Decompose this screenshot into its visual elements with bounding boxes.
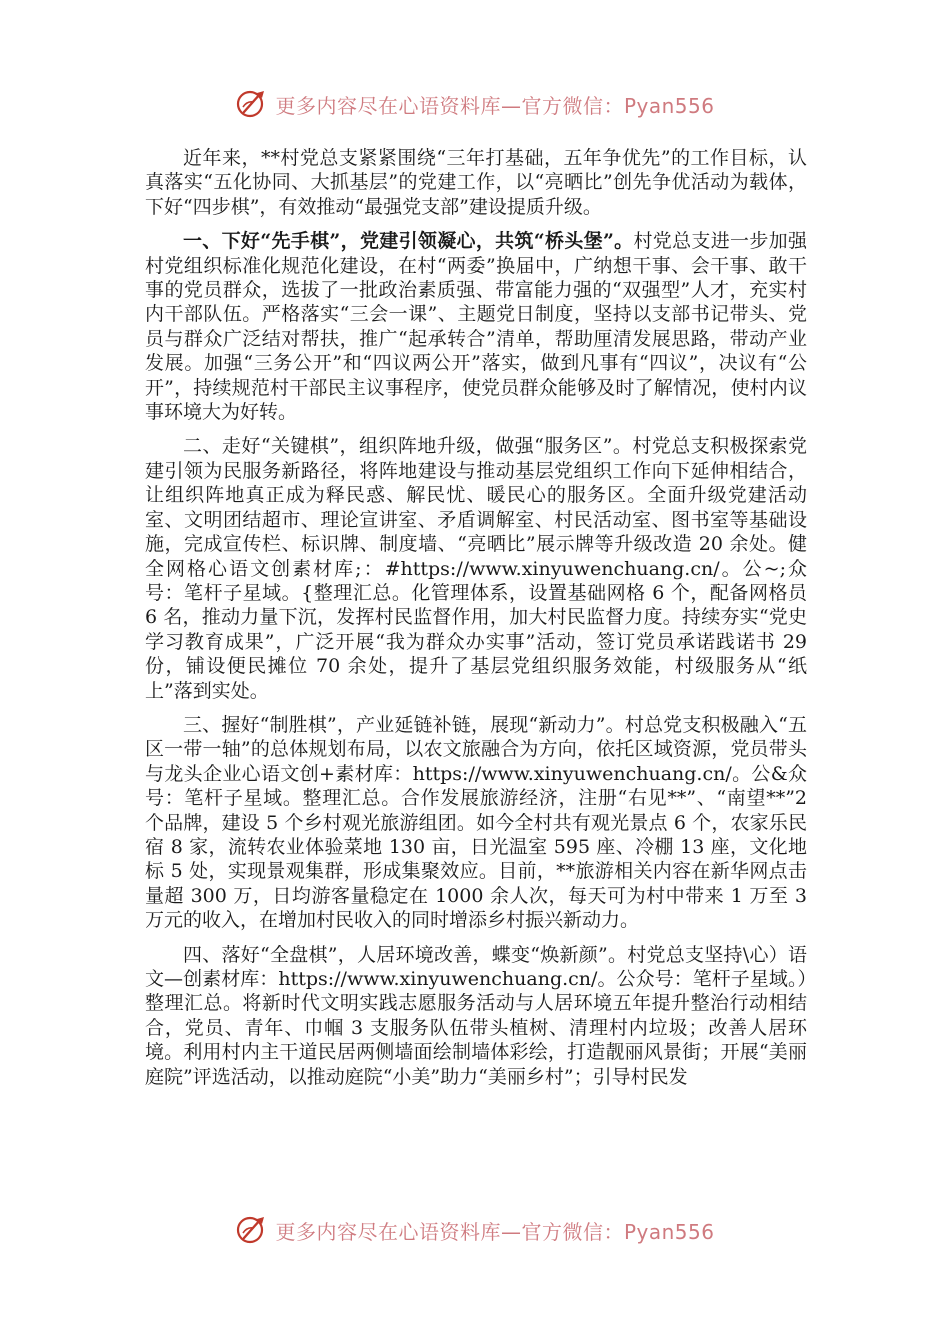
- section-3-text: 三、握好“制胜棋”，产业延链补链，展现“新动力”。村总党支积极融入“五区一带一轴”的总体规划布局，以农文旅融合为方向，依托区域资源，党员带头与龙头企业心语文创+素材库：https://www.xinyuwenchuang.cn/。公&众号：笔杆子星域。整理汇总。合作发展旅游经济，注册“右见**”、“南望**”2 个品牌，建设 5 个乡村观光旅游组团。如今全村共有观光景点 6 个，农家乐民宿 8 家，流转农业体验菜地 130 亩，日光温室 595 座、冷棚 13 座，文化地标 5 处，实现景观集群，形成集聚效应。目前，**旅游相关内容在新华网点击量超 300 万，日均游客量稳定在 1000 余人次，每天可为村中带来 1 万至 3 万元的收入，在增加村民收入的同时增添乡村振兴新动力。: [145, 713, 807, 932]
- footer-banner-text: 更多内容尽在心语资料库—官方微信：Pyan556: [275, 1219, 715, 1244]
- header-banner-text: 更多内容尽在心语资料库—官方微信：Pyan556: [275, 93, 715, 118]
- paragraph-section-1: [145, 229, 807, 424]
- section-1-heading: 一、下好“先手棋”，党建引领凝心，共筑“桥头堡”。: [183, 230, 634, 253]
- header-banner: [0, 84, 950, 124]
- document-body: [145, 146, 807, 1099]
- paragraph-intro: [145, 146, 807, 219]
- section-4-text: 四、落好“全盘棋”，人居环境改善，蝶变“焕新颜”。村党总支坚持\心）语文—创素材库：https://www.xinyuwenchuang.cn/。公众号：笔杆子星域。）整理汇总。将新时代文明实践志愿服务活动与人居环境五年提升整治行动相结合，党员、青年、巾帼 3 支服务队伍带头植树、清理村内垃圾；改善人居环境。利用村内主干道民居两侧墙面绘制墙体彩绘，打造靓丽风景街；开展“美丽庭院”评选活动，以推动庭院“小美”助力“美丽乡村”；引导村民发: [145, 943, 807, 1088]
- section-2-text: 二、走好“关键棋”，组织阵地升级，做强“服务区”。村党总支积极探索党建引领为民服务新路径，将阵地建设与推动基层党组织工作向下延伸相结合，让组织阵地真正成为释民惑、解民忧、暖民心的服务区。全面升级党建活动室、文明团结超市、理论宣讲室、矛盾调解室、村民活动室、图书室等基础设施，完成宣传栏、标识牌、制度墙、“亮晒比”展示牌等升级改造 20 余处。健全网格心语文创素材库;：#https://www.xinyuwenchuang.cn/。公~;众号：笔杆子星域。{整理汇总。化管理体系，设置基础网格 6 个，配备网格员 6 名，推动力量下沉，发挥村民监督作用，加大村民监督力度。持续夯实“党史学习教育成果”，广泛开展“我为群众办实事”活动，签订党员承诺践诺书 29 份，铺设便民摊位 70 余处，提升了基层党组织服务效能，村级服务从“纸上”落到实处。: [145, 435, 807, 702]
- section-1-text: 村党总支进一步加强村党组织标准化规范化建设，在村“两委”换届中，广纳想干事、会干事、敢干事的党员群众，选拔了一批政治素质强、带富能力强的“双强型”人才，充实村内干部队伍。严格落实“三会一课”、主题党日制度，坚持以支部书记带头、党员与群众广泛结对帮扶，推广“起承转合”清单，帮助厘清发展思路，带动产业发展。加强“三务公开”和“四议两公开”落实，做到凡事有“四议”，决议有“公开”，持续规范村干部民主议事程序，使党员群众能够及时了解情况，使村内议事环境大为好转。: [145, 230, 807, 424]
- paragraph-section-4: [145, 943, 807, 1089]
- pen-logo-icon: [235, 87, 269, 121]
- footer-banner: [0, 1210, 950, 1250]
- paragraph-section-3: [145, 713, 807, 933]
- paragraph-section-2: [145, 434, 807, 702]
- pen-logo-icon: [235, 1213, 269, 1247]
- paragraph-intro-text: 近年来，**村党总支紧紧围绕“三年打基础，五年争优先”的工作目标，认真落实“五化协同、大抓基层”的党建工作，以“亮晒比”创先争优活动为载体，下好“四步棋”，有效推动“最强党支部”建设提质升级。: [145, 147, 807, 218]
